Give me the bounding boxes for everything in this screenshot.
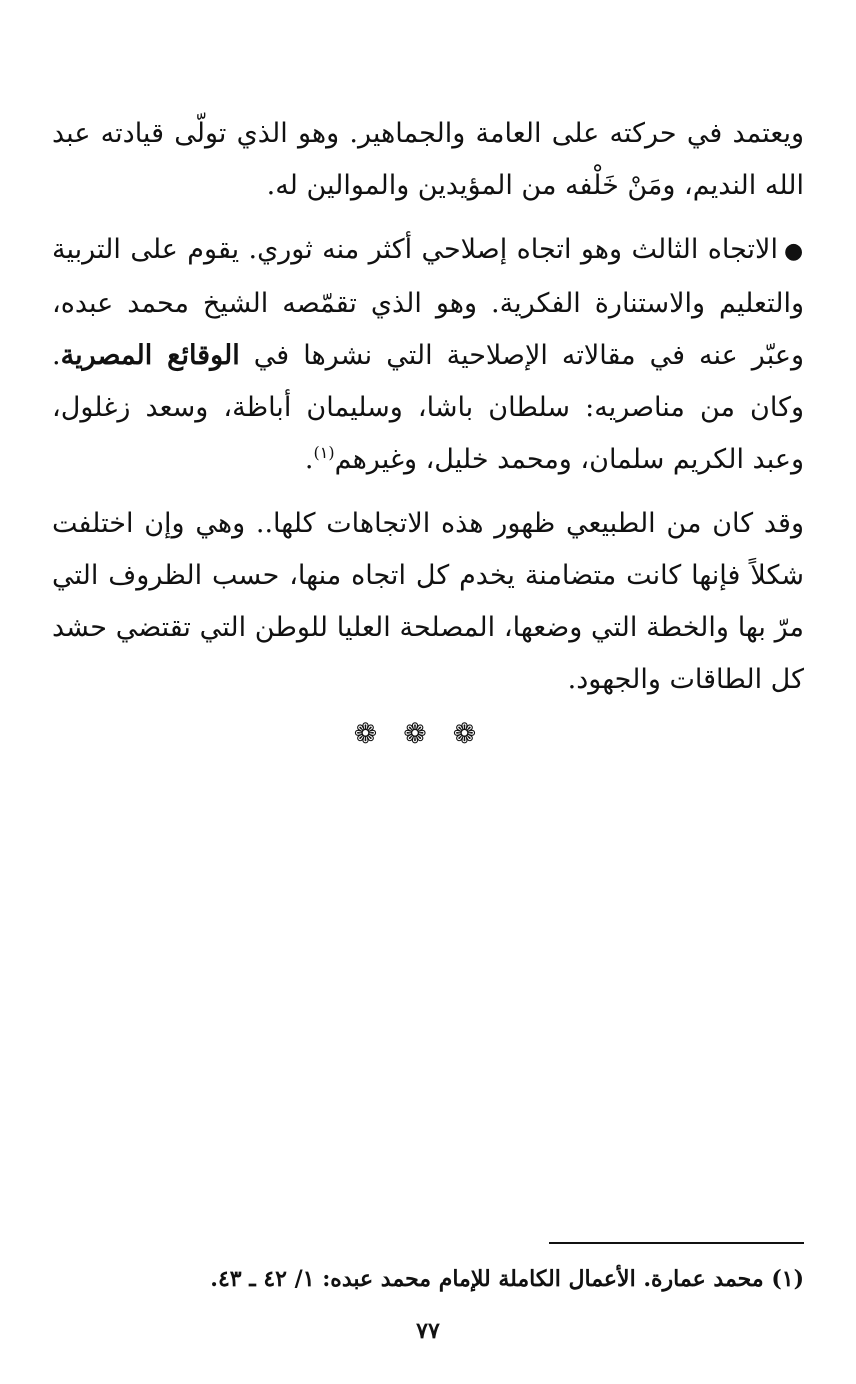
flower-ornament-icon: ❁ xyxy=(452,717,503,750)
page-number: ٧٧ xyxy=(416,1318,440,1344)
newspaper-title: الوقائع المصرية xyxy=(60,340,240,371)
footnote-reference[interactable]: (١) xyxy=(313,443,335,462)
footnote-pages: ١/ ٤٢ ـ ٤٣. xyxy=(210,1266,315,1292)
bullet-icon: ● xyxy=(783,239,804,264)
paragraph-2-text-start: الاتجاه الثالث وهو اتجاه إصلاحي أكثر منه ثوري. يقوم على التربية والتعليم والاستنارة الفكرية. وهو الذي تقمّصه الشيخ محمد عبده، وعبّر عنه في مقالاته الإصلاحية التي نشرها في xyxy=(52,234,804,371)
footnote xyxy=(52,1262,804,1296)
paragraph-2 xyxy=(52,224,804,486)
paragraph-2-period: . xyxy=(304,444,314,475)
paragraph-2-text-end: . وكان من مناصريه: سلطان باشا، وسليمان أباظة، وسعد زغلول، وعبد الكريم سلمان، ومحمد خليل، وغيرهم xyxy=(52,340,804,475)
footnote-book-title: الأعمال الكاملة للإمام محمد عبده: xyxy=(322,1266,636,1292)
footnote-marker: (١) xyxy=(771,1266,804,1292)
flower-ornament-icon: ❁ xyxy=(353,717,404,750)
paragraph-1: ويعتمد في حركته على العامة والجماهير. وهو الذي تولّى قيادته عبد الله النديم، ومَنْ خَلْفه من المؤيدين والموالين له. xyxy=(52,118,804,201)
body-text xyxy=(52,108,804,718)
paragraph-3: وقد كان من الطبيعي ظهور هذه الاتجاهات كلها.. وهي وإن اختلفت شكلاً فإنها كانت متضامنة يخدم كل اتجاه منها، حسب الظروف التي مرّ بها والخطة التي وضعها، المصلحة العليا للوطن التي تقتضي حشد كل الطاقات والجهود. xyxy=(52,508,804,695)
flower-ornament-icon: ❁ xyxy=(403,717,453,750)
section-divider xyxy=(0,718,856,750)
footnote-author: محمد عمارة. xyxy=(643,1266,764,1292)
footnote-divider xyxy=(549,1242,804,1244)
